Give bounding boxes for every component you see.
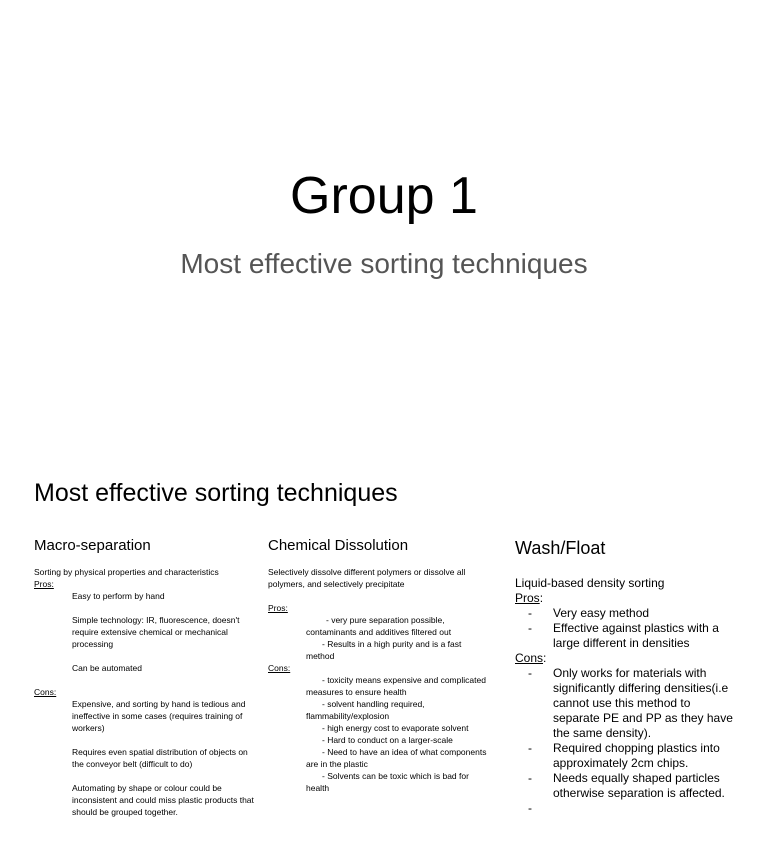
cons-list bbox=[515, 666, 737, 816]
column-description: Sorting by physical properties and characteristics bbox=[34, 567, 219, 577]
cons-item: - Hard to conduct on a larger-scale bbox=[322, 735, 453, 745]
pros-item: - very pure separation possible, contaminants and additives filtered out bbox=[306, 615, 452, 637]
pros-item: Simple technology: IR, fluorescence, doesn't require extensive chemical or mechanical processing bbox=[72, 615, 240, 649]
column-description: Selectively dissolve different polymers or dissolve all polymers, and selectively precipitate bbox=[268, 567, 466, 589]
list-item: - bbox=[528, 801, 532, 815]
list-item: - Effective against plastics with a large different in densities bbox=[528, 621, 719, 650]
content-slide-title: Most effective sorting techniques bbox=[34, 479, 398, 507]
chemical-dissolution-column bbox=[268, 536, 490, 794]
slide-title: Group 1 bbox=[290, 167, 478, 225]
pros-item: Can be automated bbox=[72, 663, 142, 673]
cons-item: - Solvents can be toxic which is bad for health bbox=[306, 771, 469, 793]
cons-label: Cons: bbox=[268, 663, 291, 673]
pros-item: - Results in a high purity and is a fast method bbox=[306, 639, 462, 661]
slide-subtitle: Most effective sorting techniques bbox=[180, 248, 588, 279]
cons-item: - high energy cost to evaporate solvent bbox=[322, 723, 469, 733]
cons-item: - solvent handling required, flammability/explosion bbox=[306, 699, 425, 721]
cons-item: - toxicity means expensive and complicated measures to ensure health bbox=[306, 675, 486, 697]
wash-float-column: Wash/Float Liquid-based density sorting Pros: - Very easy method - Effective against plastics with a large different in densities Cons: - Only works for materials with significantly differing densities(i.e cannot use this method to separate PE and PP as they have the same density). - Required chopping plastics into approximately 2cm chips. - Needs equally shaped particles otherwise separation is affected. - bbox=[515, 536, 737, 816]
column-heading: Chemical Dissolution bbox=[268, 537, 409, 554]
pros-label: Pros: bbox=[34, 579, 54, 589]
macro-separation-column bbox=[34, 536, 259, 818]
cons-item: Expensive, and sorting by hand is tedious and ineffective in some cases (requires training of workers) bbox=[72, 699, 246, 733]
pros-label: Pros: bbox=[268, 603, 288, 613]
pros-list bbox=[515, 606, 737, 651]
cons-item: Requires even spatial distribution of objects on the conveyor belt (difficult to do) bbox=[72, 747, 248, 769]
cons-label: Cons bbox=[515, 651, 544, 665]
cons-item: - Need to have an idea of what components are in the plastic bbox=[306, 747, 487, 769]
list-item: - Very easy method bbox=[528, 606, 650, 620]
pros-item: Easy to perform by hand bbox=[72, 591, 165, 601]
list-item: - Required chopping plastics into approximately 2cm chips. bbox=[528, 741, 720, 770]
list-item: - Only works for materials with significantly differing densities(i.e cannot use this method to separate PE and PP as they have the same density). bbox=[528, 666, 733, 740]
column-heading: Macro-separation bbox=[34, 537, 151, 554]
column-heading: Wash/Float bbox=[515, 538, 606, 558]
list-item: - Needs equally shaped particles otherwise separation is affected. bbox=[528, 771, 725, 800]
column-description: Liquid-based density sorting bbox=[515, 576, 665, 590]
pros-label: Pros bbox=[515, 591, 540, 605]
cons-label: Cons: bbox=[34, 687, 57, 697]
cons-item: Automating by shape or colour could be inconsistent and could miss plastic products that should be grouped together. bbox=[72, 783, 254, 817]
content-slide bbox=[0, 440, 768, 866]
